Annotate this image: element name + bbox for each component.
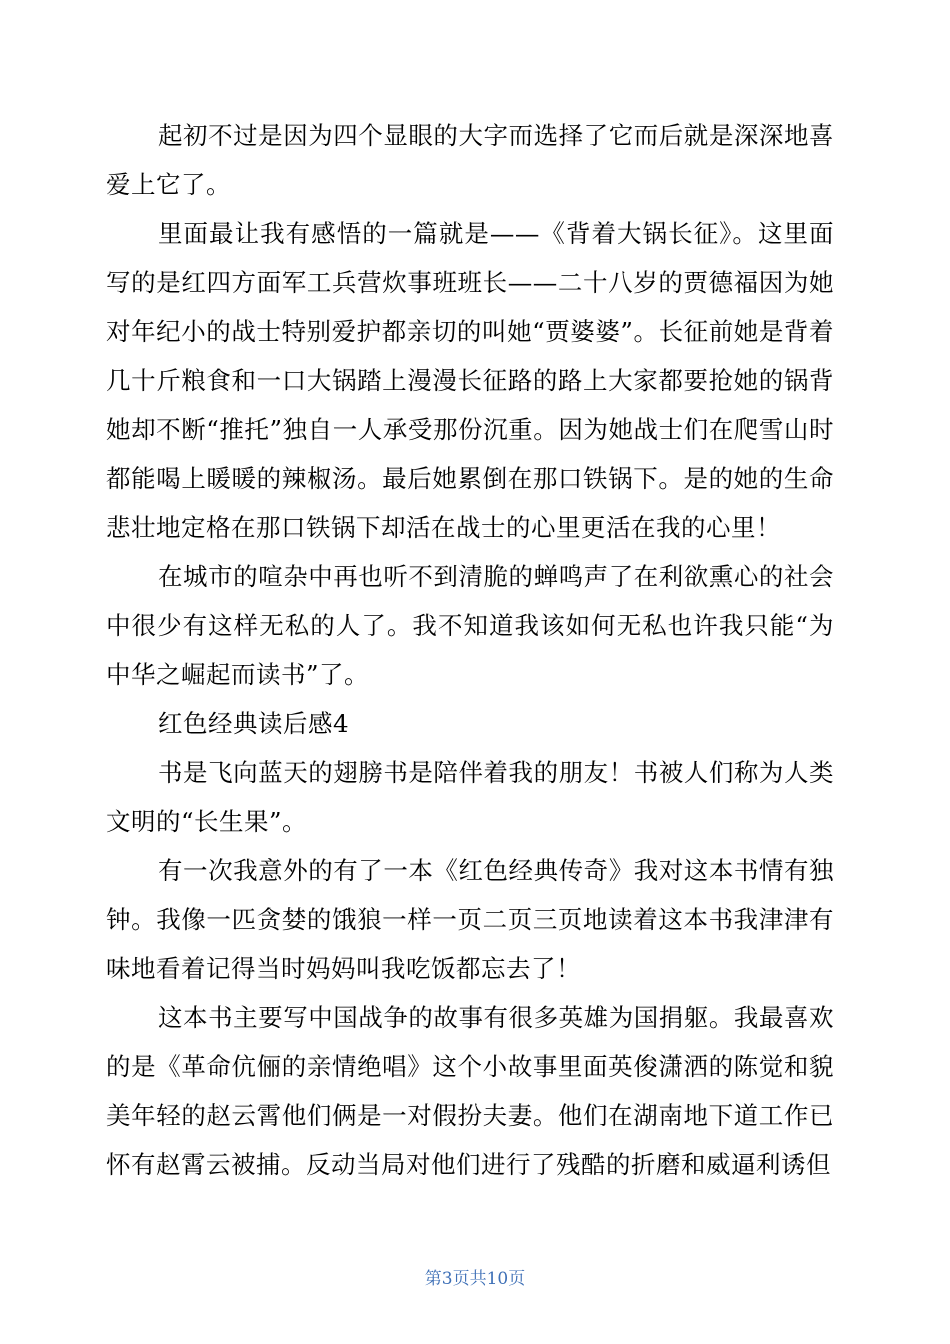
section-heading: 红色经典读后感4 (158, 709, 350, 738)
paragraph: 起初不过是因为四个显眼的大字而选择了它而后就是深深地喜爱上它了。 (106, 121, 834, 199)
document-body (106, 111, 834, 1189)
paragraph: 这本书主要写中国战争的故事有很多英雄为国捐躯。我最喜欢的是《革命伉俪的亲情绝唱》这个小故事里面英俊潇洒的陈觉和貌美年轻的赵云霄他们俩是一对假扮夫妻。他们在湖南地下道工作已怀有赵霄云被捕。反动当局对他们进行了残酷的折磨和威逼利诱但 (106, 1003, 834, 1179)
paragraph: 书是飞向蓝天的翅膀书是陪伴着我的朋友！书被人们称为人类文明的“长生果”。 (106, 758, 834, 836)
paragraph: 有一次我意外的有了一本《红色经典传奇》我对这本书情有独钟。我像一匹贪婪的饿狼一样一页二页三页地读着这本书我津津有味地看着记得当时妈妈叫我吃饭都忘去了！ (106, 856, 834, 983)
paragraph: 里面最让我有感悟的一篇就是——《背着大锅长征》。这里面写的是红四方面军工兵营炊事班班长——二十八岁的贾德福因为她对年纪小的战士特别爱护都亲切的叫她“贾婆婆”。长征前她是背着几十斤粮食和一口大锅踏上漫漫长征路的路上大家都要抢她的锅背她却不断“推托”独自一人承受那份沉重。因为她战士们在爬雪山时都能喝上暖暖的辣椒汤。最后她累倒在那口铁锅下。是的她的生命悲壮地定格在那口铁锅下却活在战士的心里更活在我的心里！ (106, 219, 834, 542)
page-number-footer: 第3页共10页 (424, 1269, 526, 1289)
paragraph: 在城市的喧杂中再也听不到清脆的蝉鸣声了在利欲熏心的社会中很少有这样无私的人了。我不知道我该如何无私也许我只能“为中华之崛起而读书”了。 (106, 562, 834, 689)
